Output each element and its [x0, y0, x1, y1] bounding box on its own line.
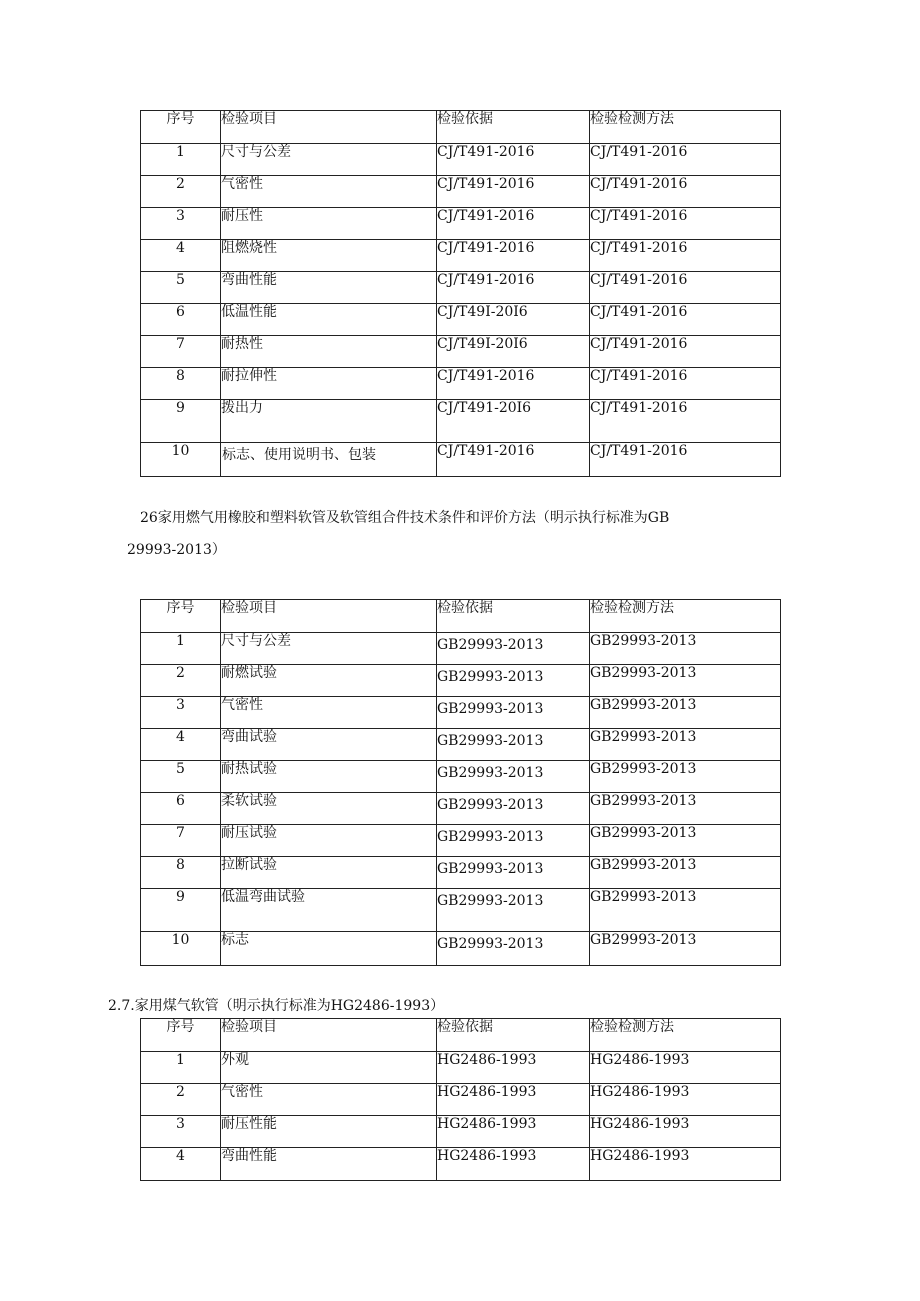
row-basis: GB29993-2013 — [437, 665, 590, 697]
table-row — [141, 932, 781, 966]
table-row — [141, 1084, 781, 1116]
row-serial: 8 — [141, 368, 221, 400]
table-row — [141, 1148, 781, 1181]
row-basis: CJ/T491-2016 — [437, 176, 590, 208]
row-basis: HG2486-1993 — [437, 1052, 590, 1084]
table-row — [141, 240, 781, 272]
table-row — [141, 825, 781, 857]
table-row — [141, 857, 781, 889]
row-item: 弯曲试验 — [221, 729, 437, 761]
row-basis: CJ/T491-2016 — [437, 240, 590, 272]
row-method: CJ/T491-2016 — [590, 304, 781, 336]
row-item: 弯曲性能 — [221, 1148, 437, 1181]
row-serial: 7 — [141, 825, 221, 857]
row-serial: 1 — [141, 1052, 221, 1084]
row-basis: HG2486-1993 — [437, 1148, 590, 1181]
row-serial: 1 — [141, 633, 221, 665]
row-method: CJ/T491-2016 — [590, 336, 781, 368]
header-method: 检验检测方法 — [590, 111, 781, 144]
row-item: 弯曲性能 — [221, 272, 437, 304]
row-serial: 4 — [141, 729, 221, 761]
table-row — [141, 697, 781, 729]
row-serial: 5 — [141, 761, 221, 793]
row-serial: 2 — [141, 1084, 221, 1116]
table-row — [141, 729, 781, 761]
table-row — [141, 633, 781, 665]
row-basis: HG2486-1993 — [437, 1116, 590, 1148]
table-row — [141, 793, 781, 825]
row-basis: CJ/T491-2016 — [437, 144, 590, 176]
row-item: 尺寸与公差 — [221, 144, 437, 176]
header-basis: 检验依据 — [437, 111, 590, 144]
row-item: 拉断试验 — [221, 857, 437, 889]
row-basis: CJ/T491-2016 — [437, 272, 590, 304]
row-item: 气密性 — [221, 697, 437, 729]
row-method: GB29993-2013 — [590, 793, 781, 825]
row-serial: 2 — [141, 665, 221, 697]
row-basis: GB29993-2013 — [437, 633, 590, 665]
row-method: HG2486-1993 — [590, 1052, 781, 1084]
row-item: 耐热试验 — [221, 761, 437, 793]
row-item: 标志 — [221, 932, 437, 966]
row-item: 标志、使用说明书、包装 — [221, 443, 437, 477]
row-serial: 3 — [141, 697, 221, 729]
row-basis: GB29993-2013 — [437, 825, 590, 857]
row-item: 尺寸与公差 — [221, 633, 437, 665]
row-serial: 7 — [141, 336, 221, 368]
row-serial: 5 — [141, 272, 221, 304]
row-item: 拨出力 — [221, 400, 437, 443]
row-basis: GB29993-2013 — [437, 761, 590, 793]
header-basis: 检验依据 — [437, 1019, 590, 1052]
row-method: CJ/T491-2016 — [590, 368, 781, 400]
row-item: 耐压性能 — [221, 1116, 437, 1148]
table-header-row — [141, 1019, 781, 1052]
header-serial: 序号 — [141, 1019, 221, 1052]
row-method: GB29993-2013 — [590, 633, 781, 665]
row-basis: CJ/T491-2016 — [437, 208, 590, 240]
row-method: CJ/T491-2016 — [590, 400, 781, 443]
row-serial: 6 — [141, 304, 221, 336]
row-basis: GB29993-2013 — [437, 857, 590, 889]
row-serial: 6 — [141, 793, 221, 825]
table-row — [141, 443, 781, 477]
header-item: 检验项目 — [221, 111, 437, 144]
row-method: GB29993-2013 — [590, 825, 781, 857]
row-method: CJ/T491-2016 — [590, 272, 781, 304]
row-basis: GB29993-2013 — [437, 793, 590, 825]
section-title-gb29993-line2: 29993-2013） — [127, 542, 226, 558]
row-item: 耐压性 — [221, 208, 437, 240]
header-serial: 序号 — [141, 600, 221, 633]
row-item: 耐燃试验 — [221, 665, 437, 697]
table-row — [141, 272, 781, 304]
row-serial: 8 — [141, 857, 221, 889]
row-method: CJ/T491-2016 — [590, 240, 781, 272]
header-method: 检验检测方法 — [590, 1019, 781, 1052]
row-item: 外观 — [221, 1052, 437, 1084]
row-basis: GB29993-2013 — [437, 889, 590, 932]
row-method: GB29993-2013 — [590, 889, 781, 932]
row-method: CJ/T491-2016 — [590, 144, 781, 176]
inspection-table-cj — [140, 110, 781, 477]
row-method: GB29993-2013 — [590, 665, 781, 697]
inspection-table-gb — [140, 599, 781, 966]
section-title-gb29993-line1: 26家用燃气用橡胶和塑料软管及软管组合件技术条件和评价方法（明示执行标准为GB — [140, 510, 670, 526]
row-method: GB29993-2013 — [590, 697, 781, 729]
row-basis: CJ/T49I-20I6 — [437, 336, 590, 368]
row-method: CJ/T491-2016 — [590, 443, 781, 477]
row-serial: 1 — [141, 144, 221, 176]
table-row — [141, 665, 781, 697]
row-basis: CJ/T491-2016 — [437, 368, 590, 400]
row-serial: 4 — [141, 240, 221, 272]
row-item: 气密性 — [221, 1084, 437, 1116]
row-basis: HG2486-1993 — [437, 1084, 590, 1116]
row-item: 耐压试验 — [221, 825, 437, 857]
row-method: GB29993-2013 — [590, 857, 781, 889]
row-serial: 9 — [141, 400, 221, 443]
row-method: GB29993-2013 — [590, 761, 781, 793]
row-basis: GB29993-2013 — [437, 932, 590, 966]
row-method: HG2486-1993 — [590, 1148, 781, 1181]
table-row — [141, 336, 781, 368]
row-serial: 4 — [141, 1148, 221, 1181]
row-item: 阻燃烧性 — [221, 240, 437, 272]
section-title-hg2486: 2.7.家用煤气软管（明示执行标准为HG2486-1993） — [108, 998, 445, 1014]
row-method: CJ/T491-2016 — [590, 176, 781, 208]
row-serial: 10 — [141, 443, 221, 477]
table-header-row — [141, 111, 781, 144]
row-method: HG2486-1993 — [590, 1084, 781, 1116]
header-basis: 检验依据 — [437, 600, 590, 633]
row-item: 耐拉伸性 — [221, 368, 437, 400]
row-basis: CJ/T49I-20I6 — [437, 304, 590, 336]
row-basis: CJ/T491-2016 — [437, 443, 590, 477]
row-basis: GB29993-2013 — [437, 697, 590, 729]
table-row — [141, 368, 781, 400]
table-row — [141, 400, 781, 443]
inspection-table-hg — [140, 1018, 781, 1181]
table-row — [141, 1116, 781, 1148]
table-row — [141, 144, 781, 176]
header-method: 检验检测方法 — [590, 600, 781, 633]
header-item: 检验项目 — [221, 1019, 437, 1052]
table-row — [141, 889, 781, 932]
row-item: 柔软试验 — [221, 793, 437, 825]
row-item: 气密性 — [221, 176, 437, 208]
row-item: 低温弯曲试验 — [221, 889, 437, 932]
row-method: CJ/T491-2016 — [590, 208, 781, 240]
row-serial: 3 — [141, 208, 221, 240]
table-row — [141, 761, 781, 793]
header-item: 检验项目 — [221, 600, 437, 633]
row-basis: GB29993-2013 — [437, 729, 590, 761]
row-method: GB29993-2013 — [590, 932, 781, 966]
table-row — [141, 176, 781, 208]
table-row — [141, 304, 781, 336]
table-row — [141, 208, 781, 240]
header-serial: 序号 — [141, 111, 221, 144]
row-serial: 3 — [141, 1116, 221, 1148]
row-item: 低温性能 — [221, 304, 437, 336]
row-serial: 2 — [141, 176, 221, 208]
row-basis: CJ/T491-20I6 — [437, 400, 590, 443]
row-serial: 9 — [141, 889, 221, 932]
row-serial: 10 — [141, 932, 221, 966]
table-header-row — [141, 600, 781, 633]
row-item: 耐热性 — [221, 336, 437, 368]
table-row — [141, 1052, 781, 1084]
row-method: GB29993-2013 — [590, 729, 781, 761]
row-method: HG2486-1993 — [590, 1116, 781, 1148]
